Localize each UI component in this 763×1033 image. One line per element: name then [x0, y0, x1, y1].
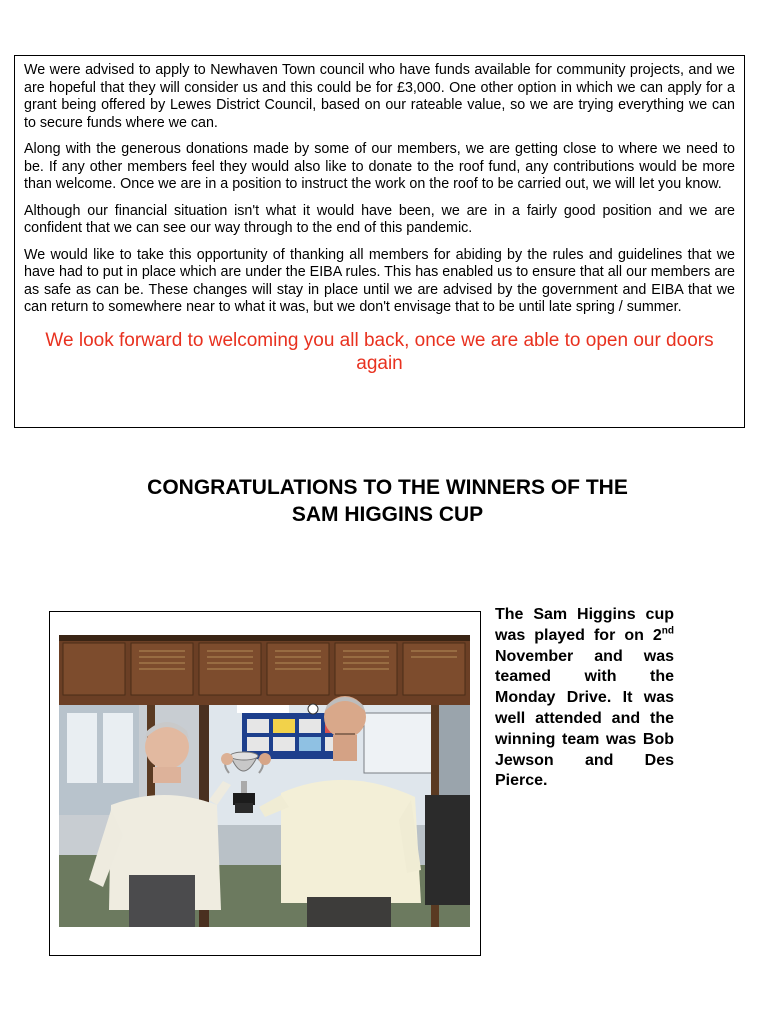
notice-box	[14, 55, 745, 428]
notice-paragraph: Along with the generous donations made by some of our members, we are getting close to where we need to be. If any other members feel they would also like to donate to the roof fund, any contributions would be more than welcome. Once we are in a position to instruct the work on the roof to be carried out, we will let you know.	[24, 141, 735, 192]
photo-caption	[495, 605, 674, 792]
caption-text-start: The Sam Higgins cup was played for on 2	[495, 606, 674, 644]
winners-photo	[59, 635, 470, 927]
caption-superscript: nd	[661, 625, 674, 637]
caption-text-end: November and was teamed with the Monday Drive. It was well attended and the winning team was Bob Jewson and Des Pierce.	[495, 647, 674, 790]
notice-paragraph: We would like to take this opportunity of thanking all members for abiding by the rules and guidelines that we have had to put in place which are under the EIBA rules. This has enabled us to ensure that all our members are as safe as can be. These changes will stay in place until we are advised by the government and EIBA that we can return to somewhere near to what it was, but we don't envisage that to be until late spring / summer.	[24, 246, 735, 315]
notice-paragraph: We were advised to apply to Newhaven Town council who have funds available for community projects, and we are hopeful that they will consider us and this could be for £3,000. One other option in which we can apply for a grant being offered by Lewes District Council, based on our rateable value, so we are trying everything we can to secure funds where we can.	[24, 62, 735, 131]
winners-photo-illustration	[59, 635, 470, 927]
photo-frame	[49, 611, 481, 956]
heading-line-1: CONGRATULATIONS TO THE WINNERS OF THE	[147, 476, 628, 499]
notice-paragraph: Although our financial situation isn't what it would have been, we are in a fairly good position and we are confident that we can see our way through to the end of this pandemic.	[24, 202, 735, 236]
closing-message: We look forward to welcoming you all back, once we are able to open our doors again	[45, 329, 714, 374]
page-heading	[0, 474, 763, 528]
heading-line-2: SAM HIGGINS CUP	[291, 503, 484, 526]
